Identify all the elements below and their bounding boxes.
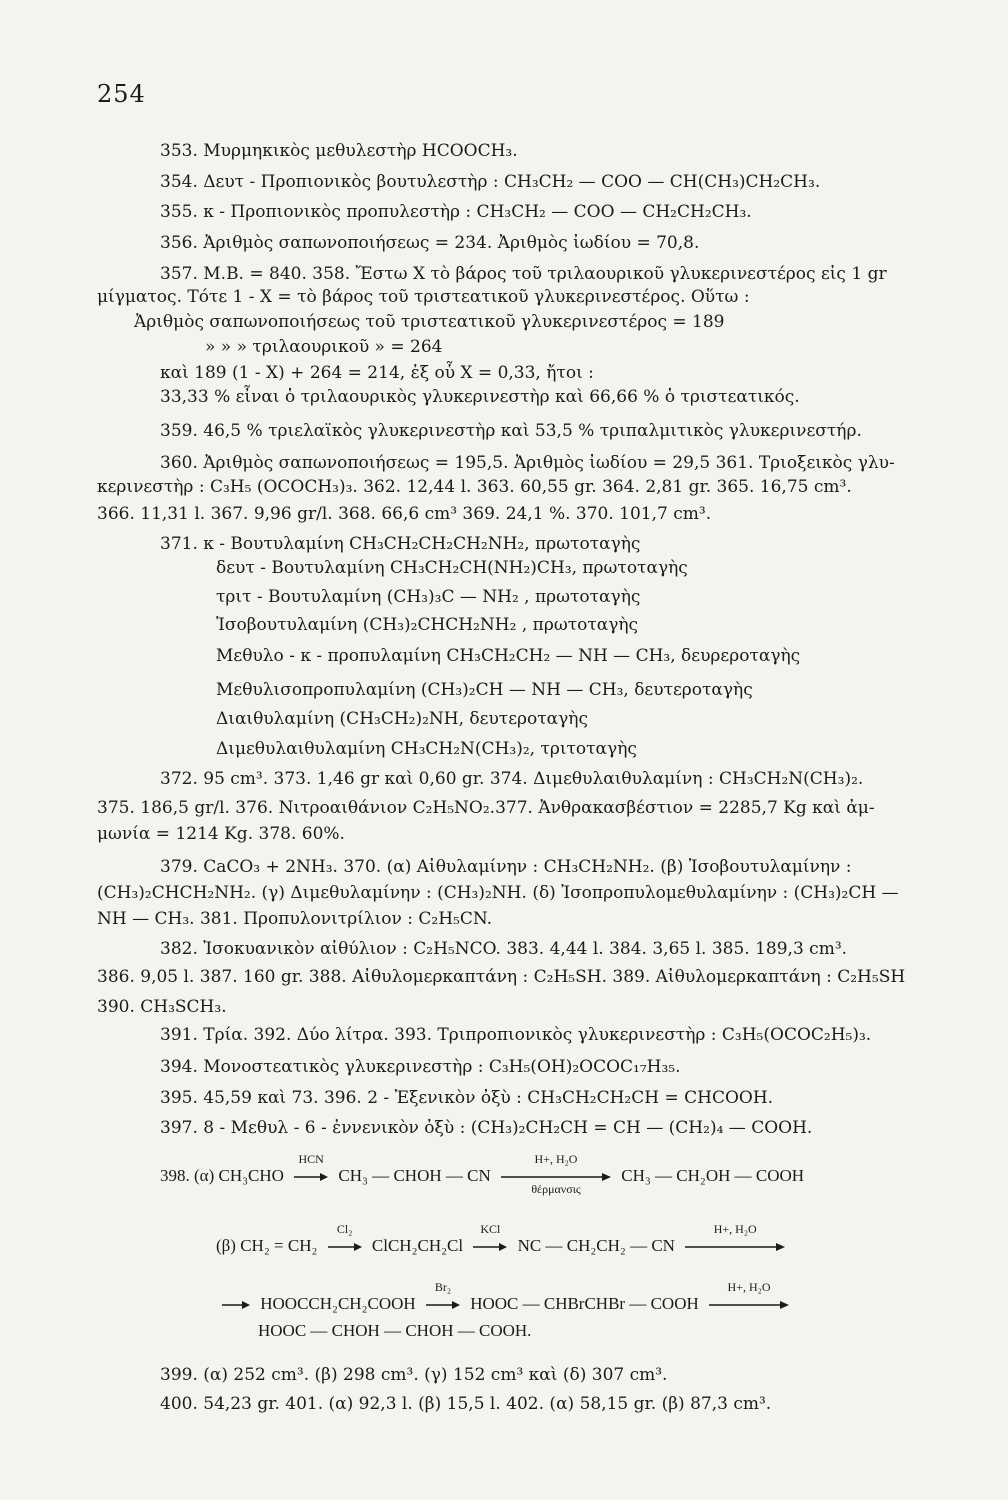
arrow-reagent: HCN [298, 1152, 324, 1167]
reaction-arrow [222, 1294, 250, 1316]
text-line: 360. Ἀριθμὸς σαπωνοποιήσεως = 195,5. Ἀριθμὸς ἰωδίου = 29,5 361. Τριοξεικὸς γλυ- [160, 453, 895, 473]
amine-line: Διαιθυλαμίνη (CH₃CH₂)₂NH, δευτεροταγὴς [216, 709, 588, 729]
reaction-arrow [685, 1222, 785, 1258]
intermediate: ClCH₂CH₂Cl [371, 1236, 464, 1255]
arrow-condition: θέρμανσις [531, 1182, 581, 1197]
text-line: 397. 8 - Μεθυλ - 6 - ἐννενικὸν ὀξὺ : (CH₃)₂CH₂CH = CH — (CH₂)₄ — COOH. [160, 1118, 813, 1138]
text-line: 400. 54,23 gr. 401. (α) 92,3 l. (β) 15,5 l. 402. (α) 58,15 gr. (β) 87,3 cm³. [160, 1394, 772, 1414]
text-line: 386. 9,05 l. 387. 160 gr. 388. Αἰθυλομερκαπτάνη : C₂H₅SH. 389. Αἰθυλομερκαπτάνη : C₂H₅SH [97, 967, 906, 987]
reaction-arrow [501, 1152, 611, 1197]
reaction-398a [160, 1152, 805, 1197]
text-line: 390. CH₃SCH₃. [97, 997, 227, 1017]
text-line: 33,33 % εἶναι ὁ τριλαουρικὸς γλυκερινεστὴρ καὶ 66,66 % ὁ τριστεατικός. [160, 387, 800, 407]
text-line: 359. 46,5 % τριελαϊκὸς γλυκερινεστὴρ καὶ 53,5 % τριπαλμιτικὸς γλυκερινεστήρ. [160, 421, 862, 441]
text-line: » » » τριλαουρικοῦ » = 264 [205, 337, 443, 357]
arrow-icon [473, 1242, 507, 1252]
reaction-arrow [709, 1280, 789, 1316]
amine-line: Μεθυλισοπροπυλαμίνη (CH₃)₂CH — NH — CH₃, δευτεροταγὴς [216, 680, 753, 700]
arrow-icon [685, 1242, 785, 1252]
intermediate: HOOC — CHBrCHBr — COOH [470, 1294, 699, 1313]
text-line: 399. (α) 252 cm³. (β) 298 cm³. (γ) 152 cm³ καὶ (δ) 307 cm³. [160, 1365, 668, 1385]
text-line: 355. κ - Προπιονικὸς προπυλεστὴρ : CH₃CH₂ — COO — CH₂CH₂CH₃. [160, 202, 752, 222]
text-line: 353. Μυρμηκικὸς μεθυλεστὴρ HCOOCH₃. [160, 141, 518, 161]
page-number: 254 [97, 80, 146, 108]
text-line: μωνία = 1214 Kg. 378. 60%. [97, 824, 345, 844]
reaction-arrow [328, 1222, 362, 1258]
arrow-reagent: H+, H₂O [727, 1280, 771, 1295]
arrow-icon [294, 1172, 328, 1182]
amine-line: δευτ - Βουτυλαμίνη CH₃CH₂CH(NH₂)CH₃, πρωτοταγὴς [216, 558, 688, 578]
text-line: NH — CH₃. 381. Προπυλονιτρίλιον : C₂H₅CN. [97, 909, 493, 929]
text-line: 354. Δευτ - Προπιονικὸς βουτυλεστὴρ : CH₃CH₂ — COO — CH(CH₃)CH₂CH₃. [160, 172, 821, 192]
arrow-reagent: H+, H₂O [534, 1152, 578, 1167]
arrow-reagent: KCl [480, 1222, 501, 1237]
intermediate: HOOCCH₂CH₂COOH [260, 1294, 416, 1313]
reaction-arrow [426, 1280, 460, 1316]
arrow-icon [426, 1300, 460, 1310]
text-line: καὶ 189 (1 - X) + 264 = 214, ἐξ οὗ X = 0,33, ἤτοι : [160, 363, 594, 383]
amine-line: Διμεθυλαιθυλαμίνη CH₃CH₂N(CH₃)₂, τριτοταγὴς [216, 739, 637, 759]
amine-line: τριτ - Βουτυλαμίνη (CH₃)₃C — NH₂ , πρωτοταγὴς [216, 587, 641, 607]
text-line: 394. Μονοστεατικὸς γλυκερινεστὴρ : C₃H₅(OH)₂OCOC₁₇H₃₅. [160, 1057, 681, 1077]
amine-line: Μεθυλο - κ - προπυλαμίνη CH₃CH₂CH₂ — NH — CH₃, δευρεροταγὴς [216, 646, 801, 666]
intermediate: CH₃ — CHOH — CN [338, 1166, 491, 1185]
arrow-reagent: Cl₂ [336, 1222, 353, 1237]
text-line: 375. 186,5 gr/l. 376. Νιτροαιθάνιον C₂H₅NO₂.377. Ἀνθρακασβέστιον = 2285,7 Kg καὶ ἀμ- [97, 798, 875, 818]
arrow-reagent: Br₂ [434, 1280, 452, 1295]
reactant: 398. (α) CH₃CHO [160, 1166, 284, 1185]
text-line: 372. 95 cm³. 373. 1,46 gr καὶ 0,60 gr. 374. Διμεθυλαιθυλαμίνη : CH₃CH₂N(CH₃)₂. [160, 769, 864, 789]
arrow-icon [709, 1300, 789, 1310]
text-line: 391. Τρία. 392. Δύο λίτρα. 393. Τριπροπιονικὸς γλυκερινεστὴρ : C₃H₅(OCOC₂H₅)₃. [160, 1025, 872, 1045]
arrow-reagent: H+, H₂O [713, 1222, 757, 1237]
reaction-arrow [294, 1152, 328, 1188]
text-line: 395. 45,59 καὶ 73. 396. 2 - Ἐξενικὸν ὀξὺ : CH₃CH₂CH₂CH = CHCOOH. [160, 1088, 774, 1108]
text-line: 356. Ἀριθμὸς σαπωνοποιήσεως = 234. Ἀριθμὸς ἰωδίου = 70,8. [160, 233, 700, 253]
text-line: (CH₃)₂CHCH₂NH₂. (γ) Διμεθυλαμίνην : (CH₃)₂NH. (δ) Ἰσοπροπυλομεθυλαμίνην : (CH₃)₂CH — [97, 883, 899, 903]
text-line: 357. M.B. = 840. 358. Ἔστω X τὸ βάρος τοῦ τριλαουρικοῦ γλυκερινεστέρος εἰς 1 gr [160, 264, 887, 284]
text-line: Ἀριθμὸς σαπωνοποιήσεως τοῦ τριστεατικοῦ γλυκερινεστέρος = 189 [134, 312, 725, 332]
text-line: 379. CaCO₃ + 2NH₃. 370. (α) Αἰθυλαμίνην : CH₃CH₂NH₂. (β) Ἰσοβουτυλαμίνην : [160, 857, 852, 877]
intermediate: NC — CH₂CH₂ — CN [517, 1236, 675, 1255]
arrow-icon [328, 1242, 362, 1252]
reaction-398d: HOOC — CHOH — CHOH — COOH. [258, 1321, 532, 1340]
reaction-398b [216, 1222, 791, 1258]
amine-line: 371. κ - Βουτυλαμίνη CH₃CH₂CH₂CH₂NH₂, πρωτοταγὴς [160, 534, 641, 554]
reaction-arrow [473, 1222, 507, 1258]
amine-line: Ἰσοβουτυλαμίνη (CH₃)₂CHCH₂NH₂ , πρωτοταγὴς [216, 615, 639, 635]
product: CH₃ — CH₂OH — COOH [621, 1166, 805, 1185]
text-line: μίγματος. Τότε 1 - X = τὸ βάρος τοῦ τριστεατικοῦ γλυκερινεστέρος. Οὕτω : [97, 287, 750, 307]
text-line: 382. Ἰσοκυανικὸν αἰθύλιον : C₂H₅NCO. 383. 4,44 l. 384. 3,65 l. 385. 189,3 cm³. [160, 939, 848, 959]
reaction-398c [216, 1280, 795, 1316]
text-line: κερινεστὴρ : C₃H₅ (OCOCH₃)₃. 362. 12,44 l. 363. 60,55 gr. 364. 2,81 gr. 365. 16,75 cm³. [97, 477, 852, 497]
arrow-icon [222, 1300, 250, 1310]
reactant: (β) CH₂ = CH₂ [216, 1236, 318, 1255]
text-line: 366. 11,31 l. 367. 9,96 gr/l. 368. 66,6 cm³ 369. 24,1 %. 370. 101,7 cm³. [97, 504, 712, 524]
